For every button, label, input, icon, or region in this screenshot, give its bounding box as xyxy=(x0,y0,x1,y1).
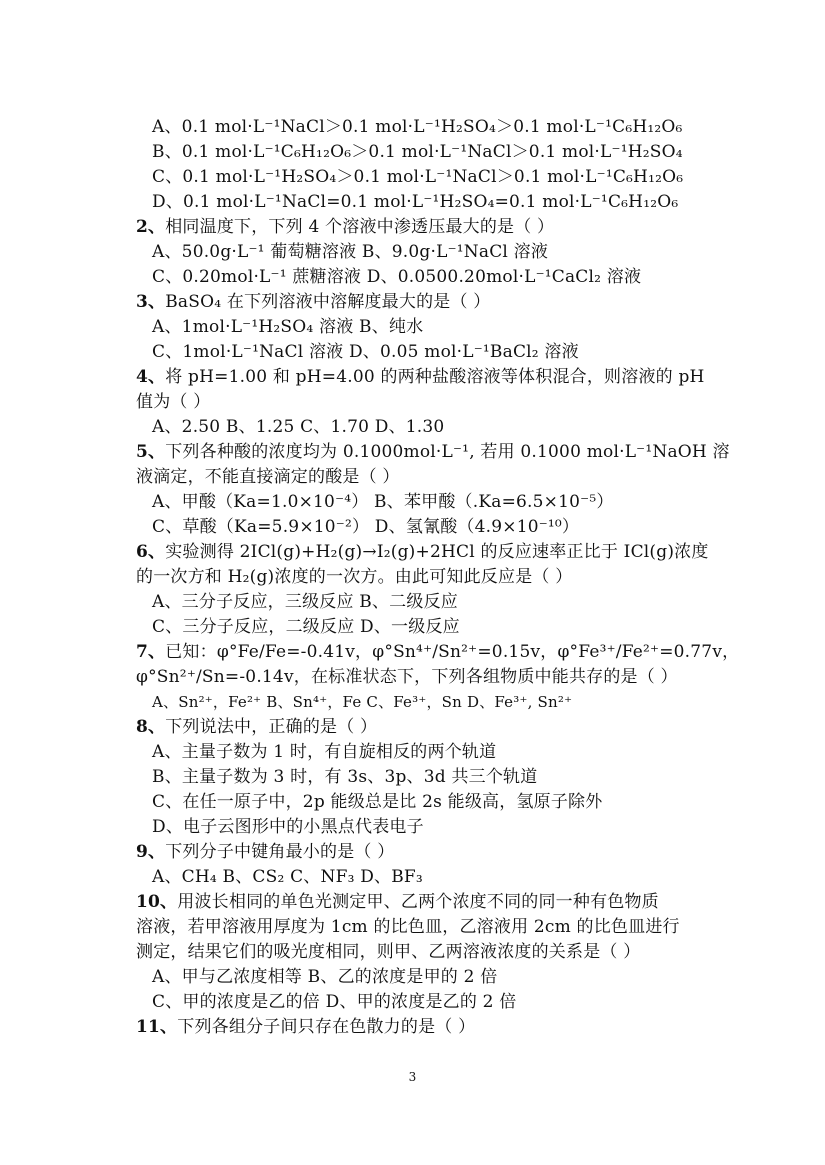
option-line: C、草酸（Ka=5.9×10⁻²） D、氢氰酸（4.9×10⁻¹⁰） xyxy=(152,517,580,537)
option-line: A、甲与乙浓度相等 B、乙的浓度是甲的 2 倍 xyxy=(152,967,498,987)
question-number: 2、 xyxy=(136,217,166,237)
option-line: D、0.1 mol·L⁻¹NaCl=0.1 mol·L⁻¹H₂SO₄=0.1 mol·L⁻¹C₆H₁₂O₆ xyxy=(152,192,679,212)
question-text: 下列分子中键角最小的是（ ） xyxy=(165,842,395,862)
question-text: 用波长相同的单色光测定甲、乙两个浓度不同的同一种有色物质 xyxy=(177,892,659,912)
question-number: 4、 xyxy=(136,367,166,387)
question-text: 相同温度下，下列 4 个溶液中渗透压最大的是（ ） xyxy=(165,217,555,237)
question-number: 11、 xyxy=(136,1017,178,1037)
option-line: C、三分子反应，二级反应 D、一级反应 xyxy=(152,617,460,637)
question-text: 将 pH=1.00 和 pH=4.00 的两种盐酸溶液等体积混合，则溶液的 pH xyxy=(165,367,705,387)
question-2 xyxy=(136,216,554,238)
option-line: C、0.20mol·L⁻¹ 蔗糖溶液 D、0.0500.20mol·L⁻¹CaCl₂ 溶液 xyxy=(152,267,642,287)
option-line: B、0.1 mol·L⁻¹C₆H₁₂O₆＞0.1 mol·L⁻¹NaCl＞0.1 mol·L⁻¹H₂SO₄ xyxy=(152,142,683,162)
question-8 xyxy=(136,716,377,738)
option-line: A、甲酸（Ka=1.0×10⁻⁴） B、苯甲酸（.Ka=6.5×10⁻⁵） xyxy=(152,492,614,512)
question-text: 已知：φ°Fe/Fe=-0.41v，φ°Sn⁴⁺/Sn²⁺=0.15v，φ°Fe³⁺/Fe²⁺=0.77v， xyxy=(165,642,740,662)
option-line: C、0.1 mol·L⁻¹H₂SO₄＞0.1 mol·L⁻¹NaCl＞0.1 mol·L⁻¹C₆H₁₂O₆ xyxy=(152,167,684,187)
option-line: A、Sn²⁺，Fe²⁺ B、Sn⁴⁺，Fe C、Fe³⁺，Sn D、Fe³⁺, Sn²⁺ xyxy=(152,693,573,711)
question-10 xyxy=(136,891,659,913)
option-line: C、在任一原子中，2p 能级总是比 2s 能级高，氢原子除外 xyxy=(152,792,603,812)
option-line: A、主量子数为 1 时，有自旋相反的两个轨道 xyxy=(152,742,497,762)
option-line: A、CH₄ B、CS₂ C、NF₃ D、BF₃ xyxy=(152,867,423,887)
question-7 xyxy=(136,641,739,663)
question-number: 3、 xyxy=(136,292,166,312)
question-text: 实验测得 2ICl(g)+H₂(g)→I₂(g)+2HCl 的反应速率正比于 ICl(g)浓度 xyxy=(165,542,709,562)
option-line: A、三分子反应，三级反应 B、二级反应 xyxy=(152,592,458,612)
option-line: A、50.0g·L⁻¹ 葡萄糖溶液 B、9.0g·L⁻¹NaCl 溶液 xyxy=(152,242,549,262)
question-number: 6、 xyxy=(136,542,166,562)
question-9 xyxy=(136,841,394,863)
question-6 xyxy=(136,541,709,563)
question-text-continued: 值为（ ） xyxy=(136,392,211,412)
question-number: 7、 xyxy=(136,642,166,662)
option-line: C、1mol·L⁻¹NaCl 溶液 D、0.05 mol·L⁻¹BaCl₂ 溶液 xyxy=(152,342,579,362)
question-5 xyxy=(136,441,730,463)
page-number: 3 xyxy=(408,1070,417,1084)
option-line: A、2.50 B、1.25 C、1.70 D、1.30 xyxy=(152,417,445,437)
question-text-continued: 液滴定，不能直接滴定的酸是（ ） xyxy=(136,467,400,487)
question-text: 下列说法中，正确的是（ ） xyxy=(165,717,378,737)
option-line: D、电子云图形中的小黑点代表电子 xyxy=(152,817,424,837)
option-line: B、主量子数为 3 时，有 3s、3p、3d 共三个轨道 xyxy=(152,767,538,787)
question-11 xyxy=(136,1016,475,1038)
question-text: BaSO₄ 在下列溶液中溶解度最大的是（ ） xyxy=(165,292,491,312)
question-4 xyxy=(136,366,705,388)
question-text-continued: φ°Sn²⁺/Sn=-0.14v，在标准状态下，下列各组物质中能共存的是（ ） xyxy=(136,667,678,687)
question-text-continued: 的一次方和 H₂(g)浓度的一次方。由此可知此反应是（ ） xyxy=(136,567,573,587)
question-3 xyxy=(136,291,490,313)
question-number: 10、 xyxy=(136,892,178,912)
option-line: A、0.1 mol·L⁻¹NaCl＞0.1 mol·L⁻¹H₂SO₄＞0.1 mol·L⁻¹C₆H₁₂O₆ xyxy=(152,117,683,137)
question-text-continued: 溶液，若甲溶液用厚度为 1cm 的比色皿，乙溶液用 2cm 的比色皿进行 xyxy=(136,917,680,937)
option-line: C、甲的浓度是乙的倍 D、甲的浓度是乙的 2 倍 xyxy=(152,992,517,1012)
question-number: 9、 xyxy=(136,842,166,862)
question-text: 下列各组分子间只存在色散力的是（ ） xyxy=(177,1017,476,1037)
question-text: 下列各种酸的浓度均为 0.1000mol·L⁻¹, 若用 0.1000 mol·L⁻¹NaOH 溶 xyxy=(165,442,730,462)
question-number: 8、 xyxy=(136,717,166,737)
question-text-continued: 测定，结果它们的吸光度相同，则甲、乙两溶液浓度的关系是（ ） xyxy=(136,942,641,962)
option-line: A、1mol·L⁻¹H₂SO₄ 溶液 B、纯水 xyxy=(152,317,424,337)
question-number: 5、 xyxy=(136,442,166,462)
